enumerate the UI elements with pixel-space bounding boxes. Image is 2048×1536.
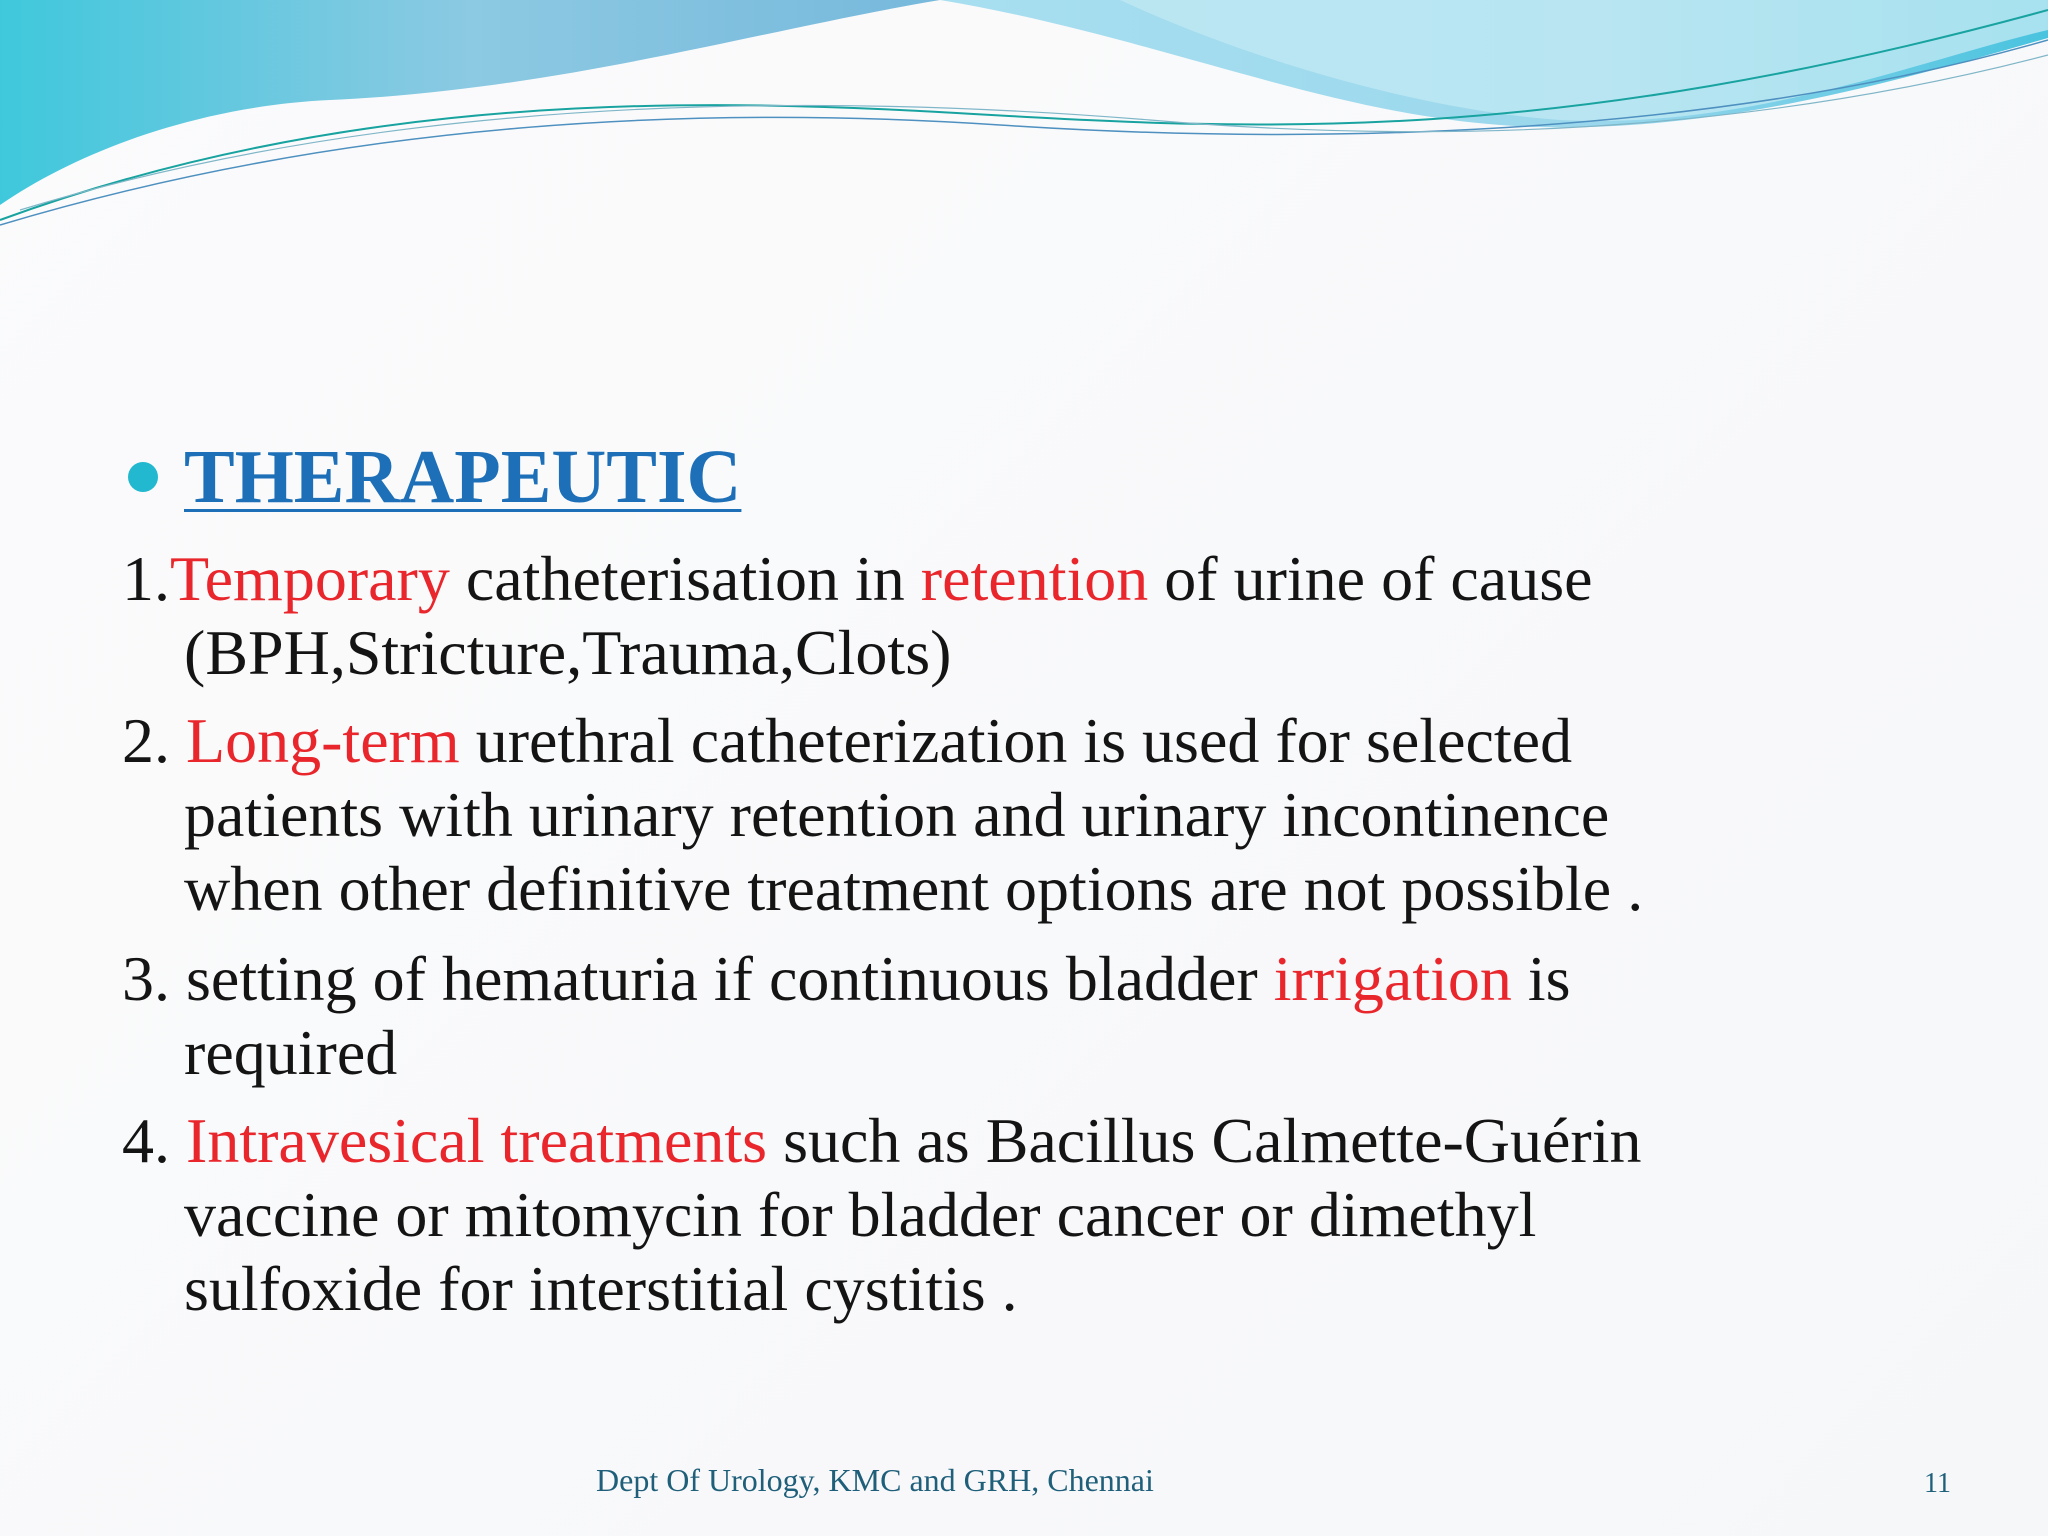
item-continuation: vaccine or mitomycin for bladder cancer or dimethyl — [184, 1179, 1537, 1250]
highlight-text: retention — [920, 543, 1149, 614]
list-item-4 — [122, 1104, 1642, 1326]
item-text: urethral catheterization is used for selected — [459, 705, 1573, 776]
highlight-text: Long-term — [186, 705, 460, 776]
item-text: is — [1511, 943, 1571, 1014]
item-continuation: when other definitive treatment options are not possible . — [184, 853, 1644, 924]
page-number: 11 — [1924, 1468, 1951, 1499]
item-continuation: patients with urinary retention and urinary incontinence — [184, 779, 1610, 850]
item-continuation: required — [184, 1017, 398, 1088]
item-number: 3. — [122, 943, 186, 1014]
item-text: of urine of cause — [1148, 543, 1593, 614]
footer-text: Dept Of Urology, KMC and GRH, Chennai — [596, 1462, 1154, 1498]
highlight-text: Temporary — [170, 543, 450, 614]
item-continuation: (BPH,Stricture,Trauma,Clots) — [184, 617, 952, 688]
item-number: 4. — [122, 1105, 186, 1176]
highlight-text: Intravesical treatments — [186, 1105, 768, 1176]
list-item-2 — [122, 704, 1643, 926]
item-text: setting of hematuria if continuous bladder — [186, 943, 1274, 1014]
item-number: 2. — [122, 705, 186, 776]
item-number: 1. — [122, 543, 170, 614]
list-item-1 — [122, 542, 1593, 690]
item-continuation: sulfoxide for interstitial cystitis . — [184, 1253, 1018, 1324]
highlight-text: irrigation — [1273, 943, 1512, 1014]
item-text: catheterisation in — [449, 543, 921, 614]
item-text: such as Bacillus Calmette-Guérin — [767, 1105, 1642, 1176]
heading-row — [128, 432, 741, 522]
bullet-icon — [128, 462, 158, 492]
heading: THERAPEUTIC — [184, 434, 742, 519]
list-item-3 — [122, 942, 1571, 1090]
